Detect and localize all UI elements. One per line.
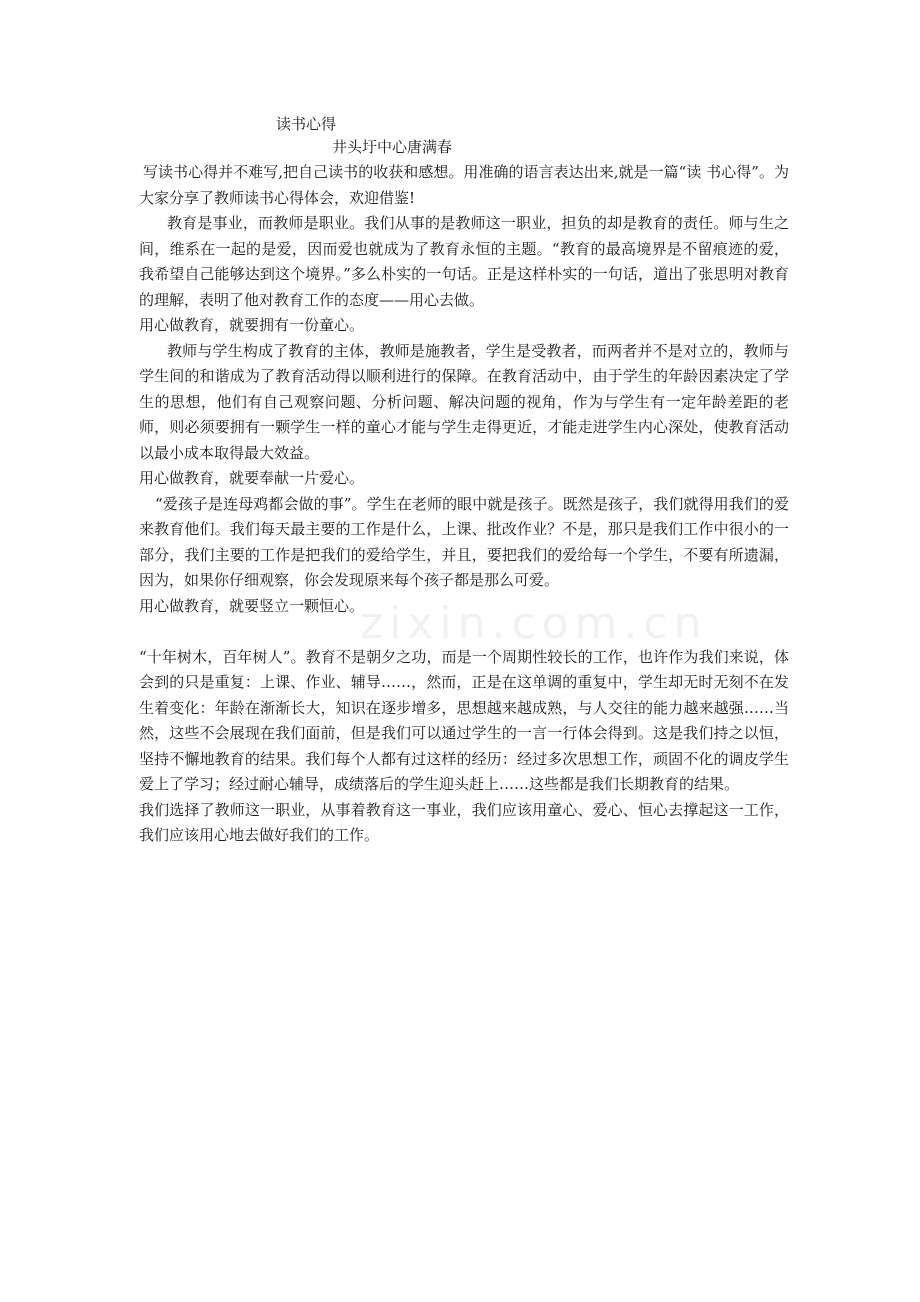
watermark: zixin.com.cn <box>360 598 708 649</box>
section-heading-perseverance: 用心做教育，就要竖立一颗恒心。 <box>139 596 365 615</box>
body-paragraph: “十年树木，百年树人”。教育不是朝夕之功，而是一个周期性较长的工作，也许作为我们来说，体会到的只是重复：上课、作业、辅导……，然而，正是在这单调的重复中，学生却无时无刻不在发生着变化：年龄在渐渐长大，知识在逐步增多，思想越来越成熟，与人交往的能力越来越强……当然，这些不会展现在我们面前，但是我们可以通过学生的一言一行体会得到。这是我们持之以恒，坚持不懈地教育的结果。我们每个人都有过这样的经历：经过多次思想工作，顽固不化的调皮学生爱上了学习；经过耐心辅导，成绩落后的学生迎头赶上……这些都是我们长期教育的结果。 <box>139 647 789 793</box>
body-paragraph: 教育是事业，而教师是职业。我们从事的是教师这一职业，担负的却是教育的责任。师与生之间，维系在一起的是爱，因而爱也就成为了教育永恒的主题。“教育的最高境界是不留痕迹的爱，我希望自己能够达到这个境界。”多么朴实的一句话。正是这样朴实的一句话，道出了张思明对教育的理解，表明了他对教育工作的态度——用心去做。 <box>139 214 789 309</box>
body-paragraph: “爱孩子是连母鸡都会做的事”。学生在老师的眼中就是孩子。既然是孩子，我们就得用我们的爱来教育他们。我们每天最主要的工作是什么，上课、批改作业？不是，那只是我们工作中很小的一部分，我们主要的工作是把我们的爱给学生，并且，要把我们的爱给每一个学生，不要有所遗漏，因为，如果你仔细观察，你会发现原来每个孩子都是那么可爱。 <box>139 494 789 589</box>
intro-paragraph: 写读书心得并不难写,把自己读书的收获和感想。用准确的语言表达出来,就是一篇“读 书心得”。为大家分享了教师读书心得体会，欢迎借鉴! <box>139 163 789 207</box>
body-paragraph: 教师与学生构成了教育的主体，教师是施教者，学生是受教者，而两者并不是对立的，教师与学生间的和谐成为了教育活动得以顺利进行的保障。在教育活动中，由于学生的年龄因素决定了学生的思想，他们有自己观察问题、分析问题、解决问题的视角，作为与学生有一定年龄差距的老师，则必须要拥有一颗学生一样的童心才能与学生走得更近，才能走进学生内心深处，使教育活动以最小成本取得最大效益。 <box>139 341 789 462</box>
blank-line <box>139 619 789 645</box>
document-body <box>139 160 789 849</box>
section-heading-childlike-heart: 用心做教育，就要拥有一份童心。 <box>139 316 365 334</box>
conclusion-paragraph: 我们选择了教师这一职业，从事着教育这一事业，我们应该用童心、爱心、恒心去撑起这一工作，我们应该用心地去做好我们的工作。 <box>139 800 789 844</box>
document-author: 井头圩中心唐满春 <box>332 138 453 156</box>
document-title: 读书心得 <box>276 115 337 133</box>
section-heading-love: 用心做教育，就要奉献一片爱心。 <box>139 469 365 487</box>
